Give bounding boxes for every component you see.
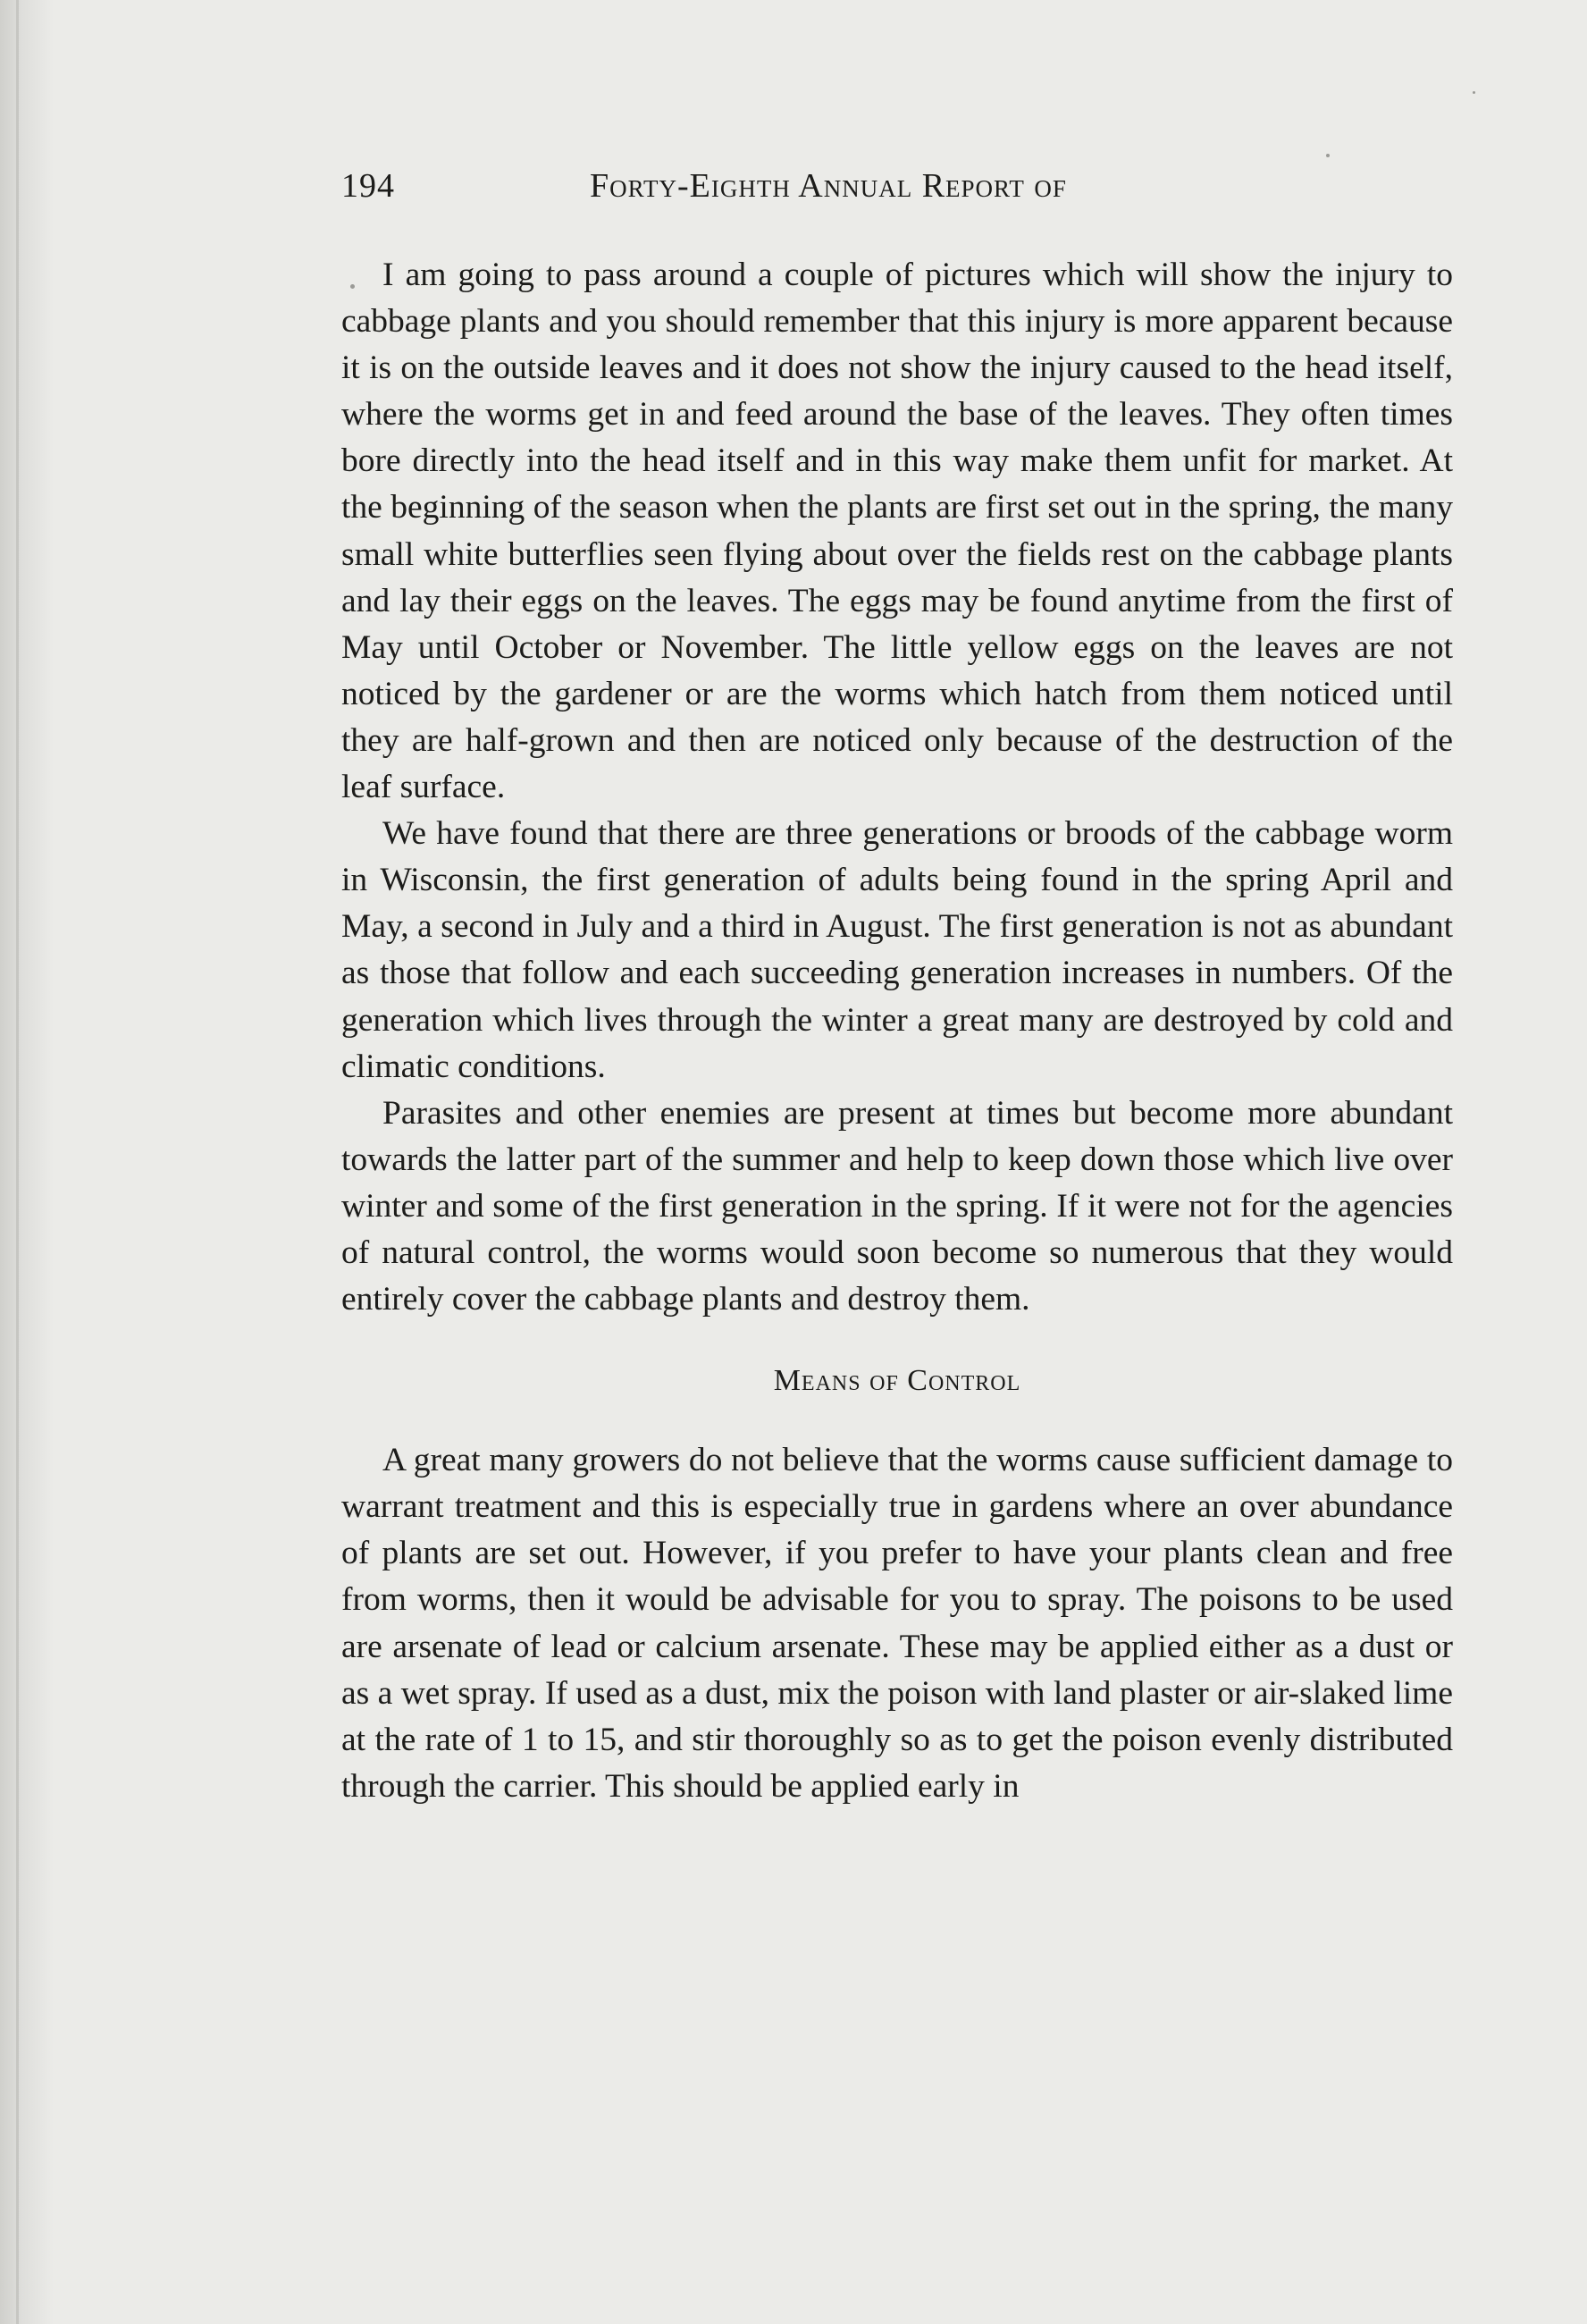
page-number: 194 xyxy=(341,167,395,205)
page-edge-line xyxy=(16,0,19,2324)
paper-speck xyxy=(1473,91,1475,94)
running-head: Forty-Eighth Annual Report of xyxy=(590,167,1067,205)
paragraph-parasites: Parasites and other enemies are present at times but become more abundant towards the latter part of the summer and help to keep down those which live over winter and some of the first generation in the spring. If it were not for the agencies of natural control, the worms would soon become so numerous that they would entirely cover the cabbage plants and destroy them. xyxy=(341,1094,1453,1318)
page-header xyxy=(341,166,1460,211)
section-heading-means-of-control: Means of Control xyxy=(773,1364,1021,1398)
paragraph-cabbage-injury: I am going to pass around a couple of pictures which will show the injury to cabbage plants and you should remember that this injury is more apparent because it is on the outside leaves and it does not show the injury caused to the head itself, where the worms get in and feed around the base of the leaves. They often times bore directly into the head itself and in this way make them unfit for market. At the beginning of the season when the plants are first set out in the spring, the many small white butterflies seen flying about over the fields rest on the cabbage plants and lay their eggs on the leaves. The eggs may be found anytime from the first of May until October or November. The little yellow eggs on the leaves are not noticed by the gardener or are the worms which hatch from them noticed until they are half-grown and then are noticed only because of the destruction of the leaf surface. xyxy=(341,257,1453,806)
paragraph-control: A great many growers do not believe that the worms cause sufficient damage to warrant treatment and this is especially true in gardens where an over abundance of plants are set out. However, if you prefer to have your plants clean and free from worms, then it would be advisable for you to spray. The poisons to be used are arsenate of lead or calcium arsenate. These may be applied either as a dust or as a wet spray. If used as a dust, mix the poison with land plaster or air-slaked lime at the rate of 1 to 15, and stir thoroughly so as to get the poison evenly distributed through the carrier. This should be applied early in xyxy=(341,1442,1453,1805)
paper-speck xyxy=(1326,154,1330,157)
page-gutter-shadow xyxy=(0,0,54,2324)
paper-speck xyxy=(350,284,355,289)
paragraph-generations: We have found that there are three generations or broods of the cabbage worm in Wisconsin, the first generation of adults being found in the spring April and May, a second in July and a third in August. The first generation is not as abundant as those that follow and each succeeding generation increases in numbers. Of the generation which lives through the winter a great many are destroyed by cold and climatic conditions. xyxy=(341,815,1453,1085)
body-text xyxy=(341,252,1453,1810)
